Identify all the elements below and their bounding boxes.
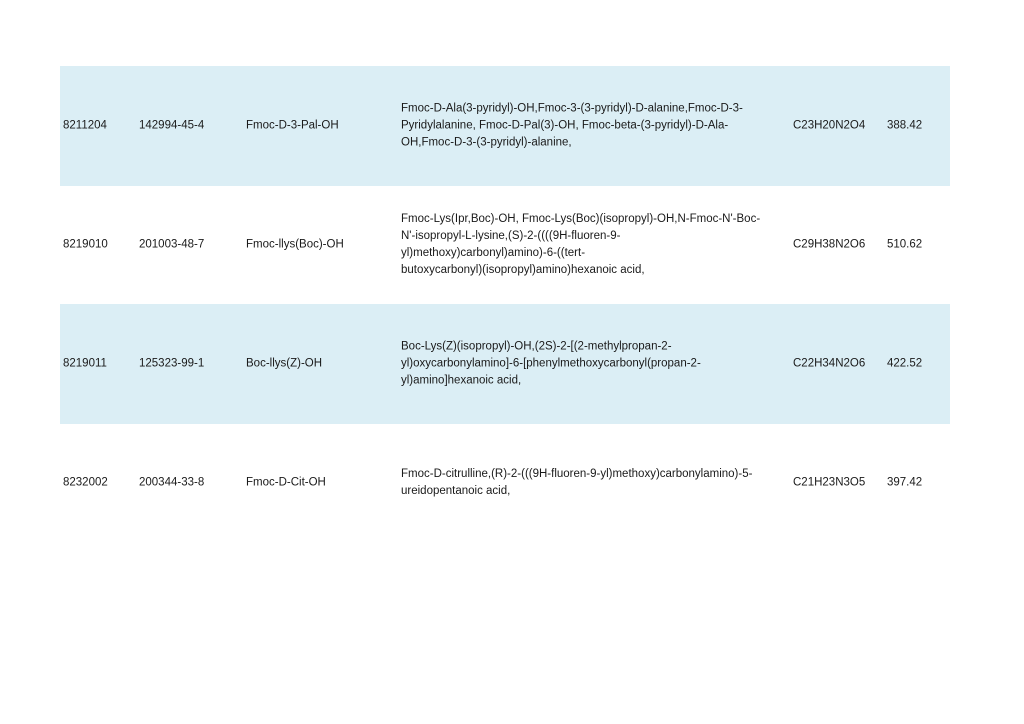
synonym-line: Boc-Lys(Z)(isopropyl)-OH,(2S)-2-[(2-methylpropan-2- xyxy=(401,340,672,353)
catalog-number: 8232002 xyxy=(63,476,108,489)
synonym-line: Pyridylalanine, Fmoc-D-Pal(3)-OH, Fmoc-beta-(3-pyridyl)-D-Ala- xyxy=(401,119,729,132)
synonym-line: OH,Fmoc-D-3-(3-pyridyl)-alanine, xyxy=(401,136,572,149)
molecular-formula: C23H20N2O4 xyxy=(793,119,866,132)
catalog-number: 8219011 xyxy=(63,357,107,370)
molecular-weight: 510.62 xyxy=(887,238,923,251)
product-name: Boc-llys(Z)-OH xyxy=(246,357,323,370)
synonym-line: yl)oxycarbonylamino]-6-[phenylmethoxycarbonyl(propan-2- xyxy=(401,357,701,370)
catalog-number: 8211204 xyxy=(63,119,107,132)
cas-number: 200344-33-8 xyxy=(139,476,205,489)
product-name: Fmoc-D-Cit-OH xyxy=(246,476,326,489)
catalog-number: 8219010 xyxy=(63,238,108,251)
synonym-line: N'-isopropyl-L-lysine,(S)-2-((((9H-fluoren-9- xyxy=(401,230,621,242)
cas-number: 142994-45-4 xyxy=(139,119,205,132)
product-table xyxy=(60,66,950,542)
molecular-formula: C22H34N2O6 xyxy=(793,357,866,370)
molecular-weight: 388.42 xyxy=(887,119,923,132)
synonym-line: Fmoc-D-Ala(3-pyridyl)-OH,Fmoc-3-(3-pyridyl)-D-alanine,Fmoc-D-3- xyxy=(401,102,743,115)
synonyms xyxy=(401,339,786,390)
synonym-line: Fmoc-Lys(Ipr,Boc)-OH, Fmoc-Lys(Boc)(isopropyl)-OH,N-Fmoc-N'-Boc- xyxy=(401,213,761,225)
synonym-line: ureidopentanoic acid, xyxy=(401,485,511,497)
product-name: Fmoc-llys(Boc)-OH xyxy=(246,238,344,251)
product-name: Fmoc-D-3-Pal-OH xyxy=(246,119,339,132)
molecular-formula: C29H38N2O6 xyxy=(793,238,866,251)
table-row xyxy=(60,186,950,304)
molecular-weight: 397.42 xyxy=(887,476,923,489)
synonym-line: yl)amino]hexanoic acid, xyxy=(401,374,522,387)
synonyms xyxy=(401,211,786,279)
synonyms xyxy=(401,101,786,152)
table-row xyxy=(60,304,950,424)
synonyms xyxy=(401,466,786,500)
molecular-formula: C21H23N3O5 xyxy=(793,476,866,489)
synonym-line: Fmoc-D-citrulline,(R)-2-(((9H-fluoren-9-yl)methoxy)carbonylamino)-5- xyxy=(401,468,753,480)
synonym-line: butoxycarbonyl)(isopropyl)amino)hexanoic acid, xyxy=(401,264,645,276)
cas-number: 201003-48-7 xyxy=(139,238,205,251)
synonym-line: yl)methoxy)carbonyl)amino)-6-((tert- xyxy=(401,247,586,259)
molecular-weight: 422.52 xyxy=(887,357,923,370)
cas-number: 125323-99-1 xyxy=(139,357,205,370)
table-row xyxy=(60,424,950,542)
table-row xyxy=(60,66,950,186)
